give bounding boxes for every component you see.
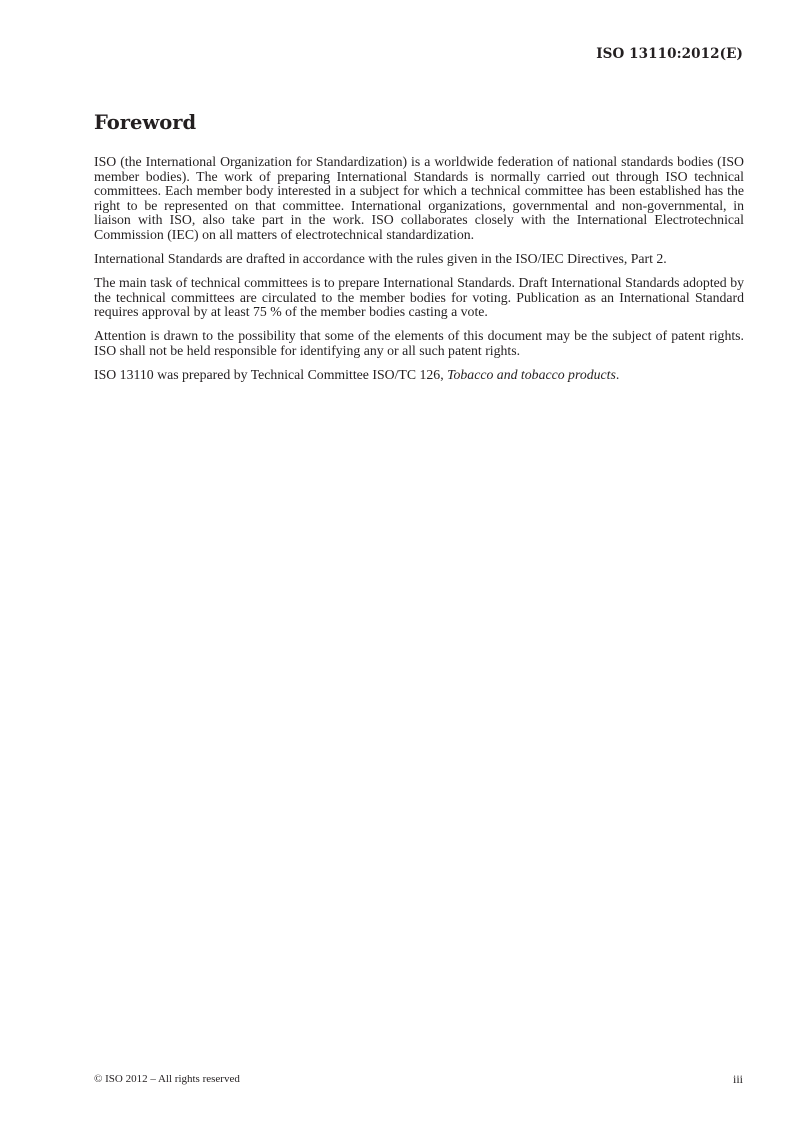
paragraph-patent-rights: Attention is drawn to the possibility that some of the elements of this document may be the subject of patent rights. ISO shall not be held responsible for identifying any or all such patent rights. xyxy=(94,328,744,359)
copyright-notice: © ISO 2012 – All rights reserved xyxy=(94,1073,240,1085)
foreword-body xyxy=(94,155,744,392)
prepared-by-suffix: . xyxy=(615,367,620,383)
page-title: Foreword xyxy=(94,111,197,134)
paragraph-committee-task: The main task of technical committees is to prepare International Standards. Draft International Standards adopted by the technical committees are circulated to the member bodies for voting. Publication as an International Standard requires approval by at least 75 % of the member bodies casting a vote. xyxy=(94,275,744,320)
document-reference: ISO 13110:2012(E) xyxy=(596,46,743,62)
paragraph-drafting-rules: International Standards are drafted in accordance with the rules given in the ISO/IEC Directives, Part 2. xyxy=(94,251,667,267)
paragraph-prepared-by xyxy=(94,368,744,383)
paragraph-iso-overview: ISO (the International Organization for Standardization) is a worldwide federation of national standards bodies (ISO member bodies). The work of preparing International Standards is normally carried out through ISO technical committees. Each member body interested in a subject for which a technical committee has been established has the right to be represented on that committee. International organizations, governmental and non-governmental, in liaison with ISO, also take part in the work. ISO collaborates closely with the International Electrotechnical Commission (IEC) on all matters of electrotechnical standardization. xyxy=(94,154,744,242)
committee-name: Tobacco and tobacco products xyxy=(447,367,616,383)
page-number: iii xyxy=(732,1072,743,1086)
prepared-by-prefix: ISO 13110 was prepared by Technical Committee ISO/TC 126, xyxy=(94,367,448,383)
